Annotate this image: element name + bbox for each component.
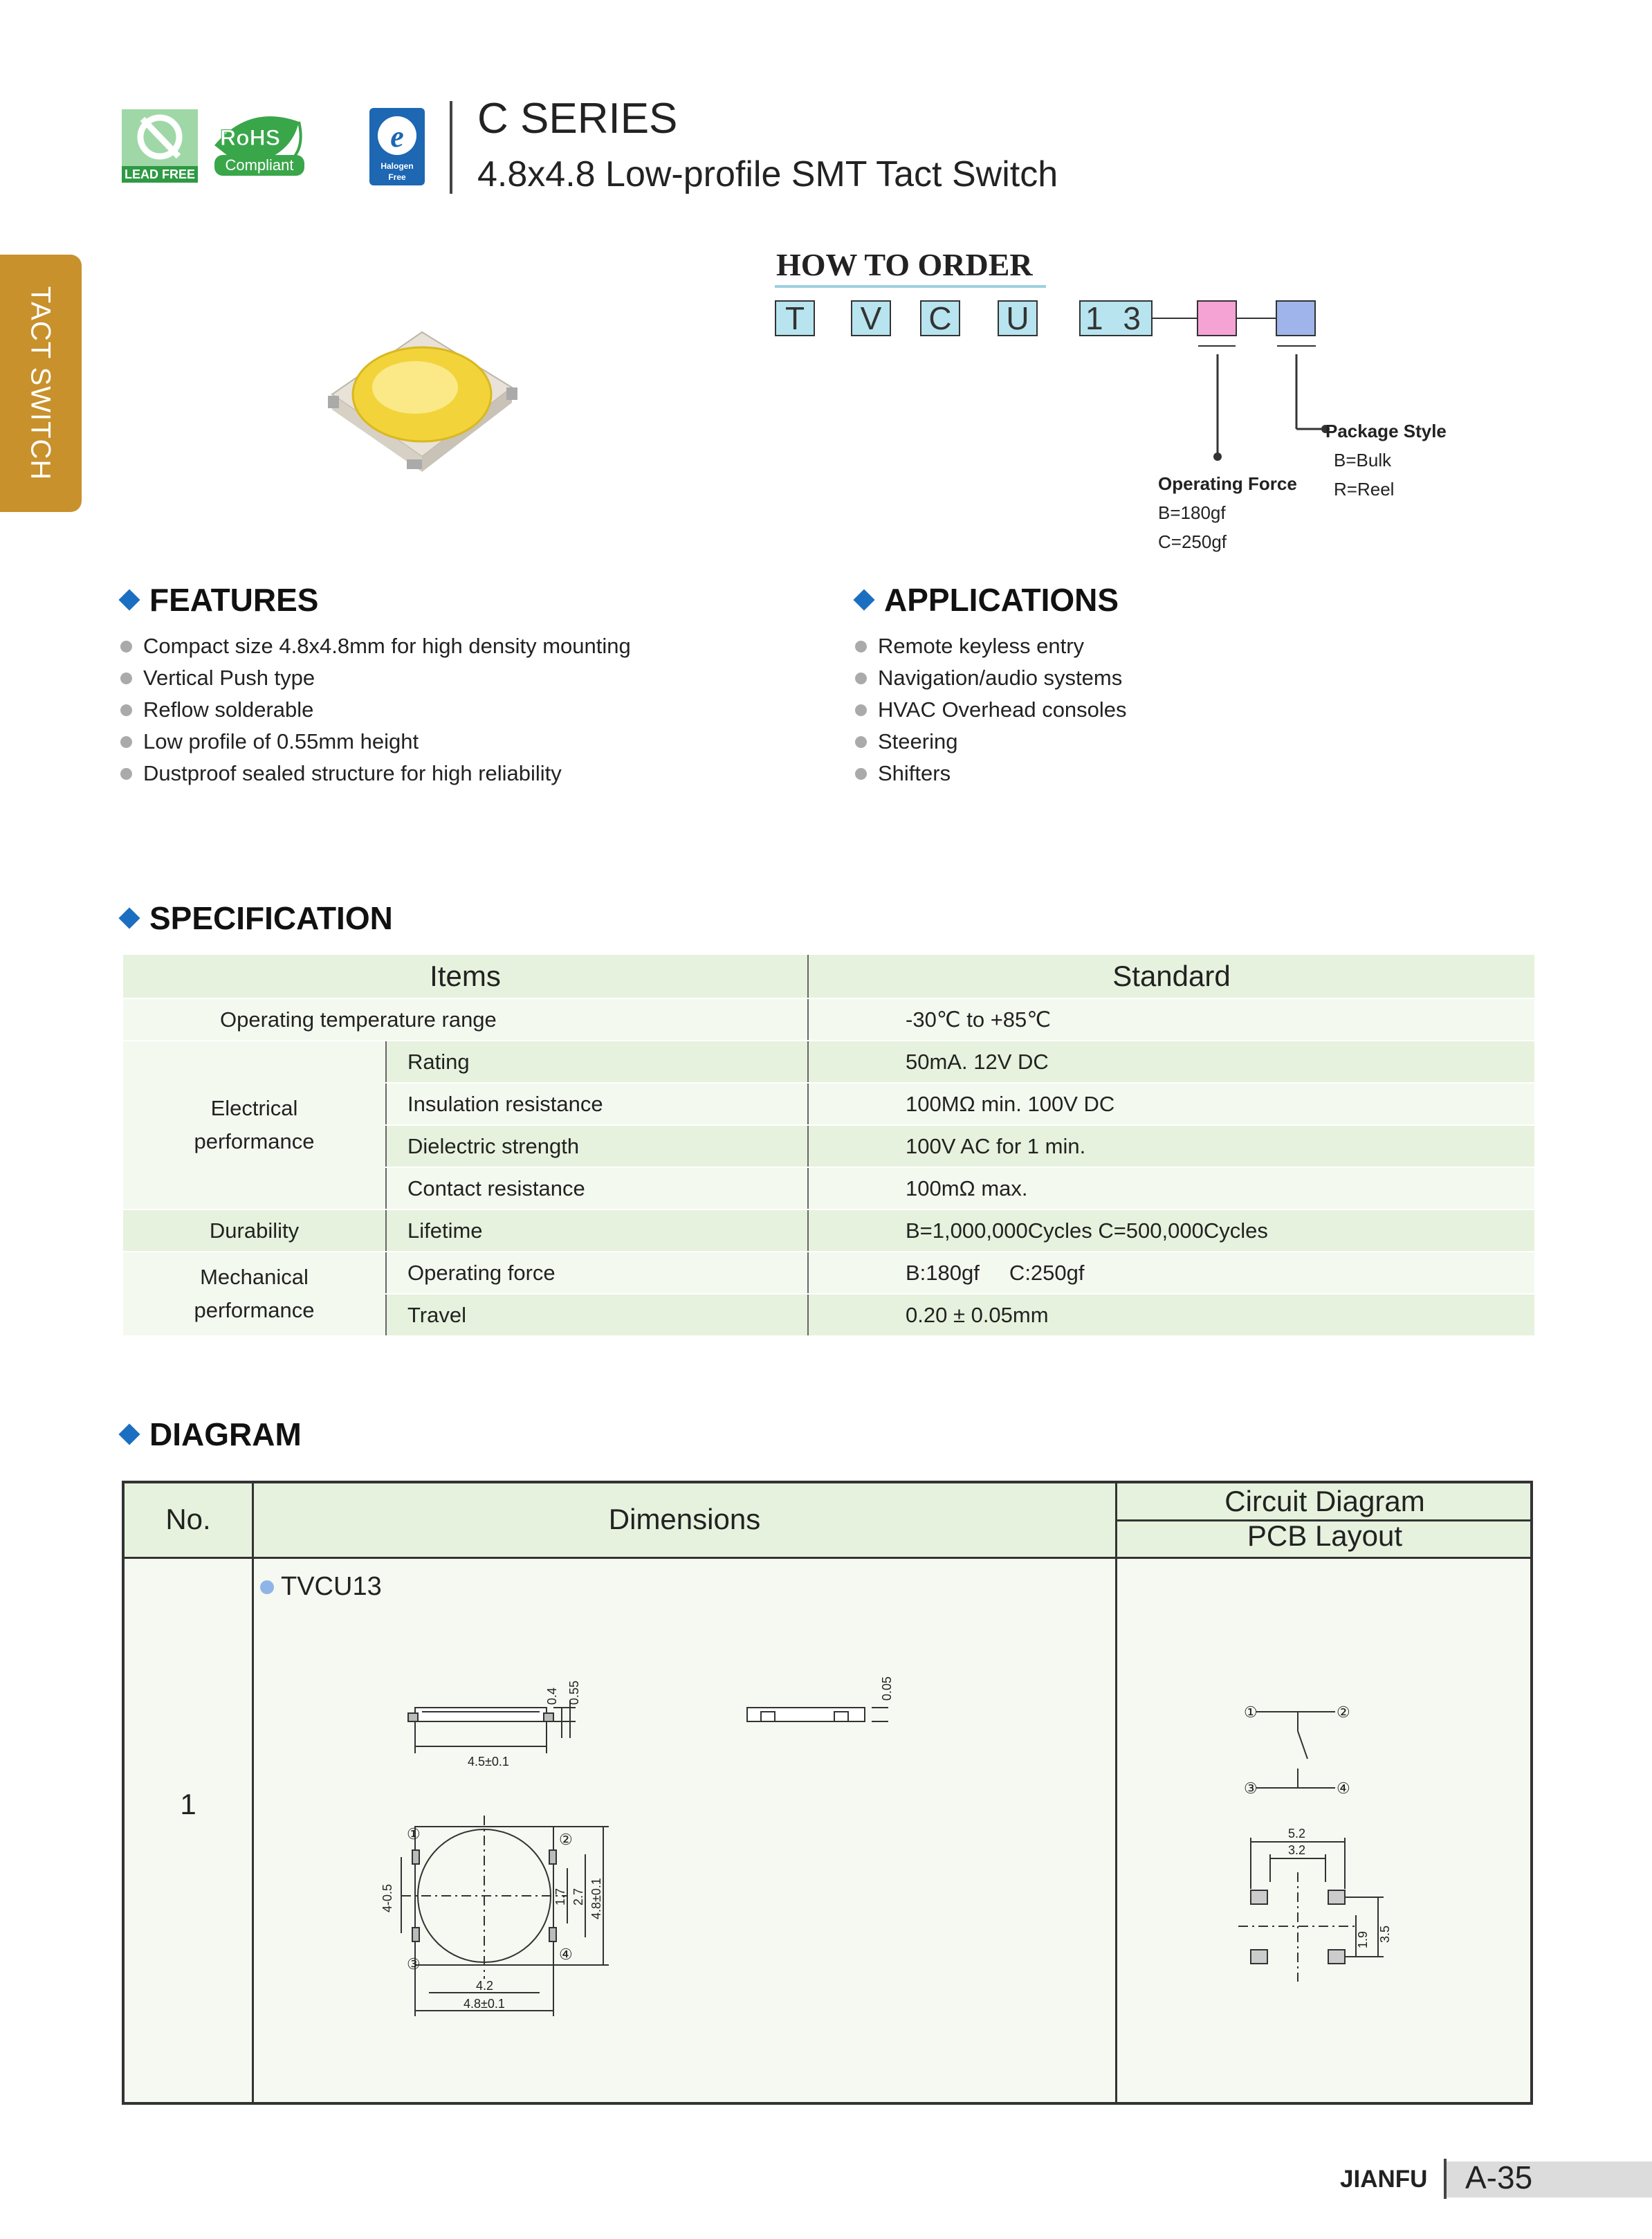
features-heading: FEATURES bbox=[118, 581, 319, 619]
dim-side-width: 4.5±0.1 bbox=[468, 1755, 509, 1769]
application-item: Shifters bbox=[855, 758, 1127, 789]
spec-group-durability: Durability bbox=[123, 1209, 386, 1252]
application-item: Navigation/audio systems bbox=[855, 662, 1127, 694]
spec-header-row bbox=[123, 955, 1534, 998]
how-to-order-underline bbox=[775, 285, 1046, 288]
dim-top-48v: 4.8±0.1 bbox=[589, 1878, 603, 1919]
code-box-v: V bbox=[851, 300, 891, 336]
product-photo bbox=[318, 318, 526, 484]
top-view-drawing bbox=[401, 1816, 609, 2016]
code-box-u: U bbox=[998, 300, 1038, 336]
side-category-tab bbox=[0, 255, 82, 512]
rohs-compliant-label: Compliant bbox=[225, 156, 294, 174]
spec-header-items: Items bbox=[123, 955, 808, 998]
diagram-model-label: TVCU13 bbox=[260, 1572, 382, 1602]
spec-value: B:180gf C:250gf bbox=[808, 1252, 1534, 1294]
pin-1-label: ① bbox=[407, 1825, 421, 1843]
spec-row bbox=[123, 1041, 1534, 1083]
pin-2-label: ② bbox=[559, 1831, 573, 1848]
bullet-dot-icon bbox=[120, 736, 132, 748]
side-view-drawing bbox=[408, 1701, 576, 1753]
dim-top-4x05: 4-0.5 bbox=[380, 1883, 394, 1912]
spec-item: Insulation resistance bbox=[386, 1083, 808, 1125]
bullet-dot-icon bbox=[120, 768, 132, 780]
applications-list bbox=[855, 630, 1127, 789]
feature-item: Vertical Push type bbox=[120, 662, 631, 694]
operating-force-option-2: C=250gf bbox=[1158, 531, 1227, 552]
feature-item: Compact size 4.8x4.8mm for high density mounting bbox=[120, 630, 631, 662]
application-item: Steering bbox=[855, 726, 1127, 758]
spec-group-mechanical: Mechanical performance bbox=[123, 1252, 386, 1336]
side-tab-label: TACT SWITCH bbox=[25, 286, 56, 481]
bullet-dot-icon bbox=[855, 768, 867, 780]
spec-value: 100MΩ min. 100V DC bbox=[808, 1083, 1534, 1125]
dimension-drawing bbox=[304, 1649, 1065, 2106]
spec-item: Operating temperature range bbox=[123, 998, 808, 1041]
pcb-dim-35: 3.5 bbox=[1378, 1925, 1392, 1943]
diagram-row-number: 1 bbox=[180, 1788, 196, 1820]
svg-text:e: e bbox=[390, 120, 404, 154]
dim-top-27: 2.7 bbox=[571, 1888, 585, 1906]
spec-header-standard: Standard bbox=[808, 955, 1534, 998]
circuit-pcb-drawing bbox=[1162, 1691, 1494, 2051]
series-title: C SERIES bbox=[477, 95, 678, 143]
side-view-2-drawing bbox=[747, 1708, 888, 1721]
circuit-pin-3: ③ bbox=[1244, 1780, 1258, 1797]
circuit-pin-2: ② bbox=[1337, 1703, 1350, 1721]
dim-top-42: 4.2 bbox=[476, 1979, 494, 1993]
header-divider bbox=[450, 101, 452, 194]
pin-4-label: ④ bbox=[559, 1946, 573, 1963]
features-list bbox=[120, 630, 631, 789]
package-style-title: Package Style bbox=[1325, 421, 1447, 441]
pcb-dim-52: 5.2 bbox=[1288, 1827, 1306, 1840]
package-style-option-2: R=Reel bbox=[1334, 479, 1395, 500]
diagram-header-no: No. bbox=[165, 1503, 211, 1535]
spec-item: Dielectric strength bbox=[386, 1125, 808, 1167]
operating-force-option-1: B=180gf bbox=[1158, 502, 1226, 523]
lead-free-label: LEAD FREE bbox=[124, 167, 196, 181]
spec-row bbox=[123, 998, 1534, 1041]
svg-text:Halogen: Halogen bbox=[380, 161, 414, 171]
spec-value: 100V AC for 1 min. bbox=[808, 1125, 1534, 1167]
circuit-diagram bbox=[1256, 1712, 1335, 1788]
bullet-dot-icon bbox=[120, 641, 132, 652]
dim-side-04: 0.4 bbox=[545, 1687, 559, 1705]
feature-item: Dustproof sealed structure for high reliability bbox=[120, 758, 631, 789]
spec-item: Operating force bbox=[386, 1252, 808, 1294]
footer-brand: JIANFU bbox=[1340, 2166, 1428, 2193]
dim-side-055: 0.55 bbox=[567, 1680, 581, 1705]
spec-item: Rating bbox=[386, 1041, 808, 1083]
pcb-layout bbox=[1238, 1838, 1384, 1982]
dim-top-48h: 4.8±0.1 bbox=[464, 1997, 505, 2011]
spec-row bbox=[123, 1209, 1534, 1252]
bullet-dot-icon bbox=[855, 673, 867, 684]
specification-table bbox=[123, 955, 1534, 1337]
dim-side2-005: 0.05 bbox=[880, 1676, 894, 1701]
spec-value: 100mΩ max. bbox=[808, 1167, 1534, 1209]
diamond-bullet-icon bbox=[118, 907, 140, 929]
diagram-header-dimensions: Dimensions bbox=[608, 1503, 761, 1535]
footer-page-number: A-35 bbox=[1465, 2159, 1533, 2195]
package-style-option-1: B=Bulk bbox=[1334, 450, 1392, 470]
diagram-header-circuit: Circuit Diagram bbox=[1224, 1485, 1425, 1517]
specification-heading: SPECIFICATION bbox=[118, 899, 393, 937]
circuit-pin-4: ④ bbox=[1337, 1780, 1350, 1797]
feature-item: Reflow solderable bbox=[120, 694, 631, 726]
code-box-t: T bbox=[775, 300, 815, 336]
pcb-dim-19: 1.9 bbox=[1356, 1930, 1370, 1948]
bullet-dot-icon bbox=[120, 673, 132, 684]
spec-group-electrical: Electrical performance bbox=[123, 1041, 386, 1209]
diagram-heading: DIAGRAM bbox=[118, 1416, 302, 1453]
circuit-pin-1: ① bbox=[1244, 1703, 1258, 1721]
application-item: Remote keyless entry bbox=[855, 630, 1127, 662]
spec-row bbox=[123, 1252, 1534, 1294]
how-to-order-title: HOW TO ORDER bbox=[776, 247, 1033, 282]
operating-force-title: Operating Force bbox=[1158, 473, 1297, 494]
pin-3-label: ③ bbox=[407, 1955, 421, 1973]
pcb-dim-32: 3.2 bbox=[1288, 1843, 1306, 1857]
spec-item: Travel bbox=[386, 1294, 808, 1336]
diamond-bullet-icon bbox=[118, 1423, 140, 1445]
spec-value: 50mA. 12V DC bbox=[808, 1041, 1534, 1083]
bullet-dot-icon bbox=[855, 641, 867, 652]
spec-value: -30℃ to +85℃ bbox=[808, 998, 1534, 1041]
bullet-dot-icon bbox=[855, 704, 867, 716]
rohs-label: RoHS bbox=[220, 125, 281, 150]
spec-item: Contact resistance bbox=[386, 1167, 808, 1209]
bullet-dot-icon bbox=[120, 704, 132, 716]
footer-divider bbox=[1444, 2159, 1447, 2199]
application-item: HVAC Overhead consoles bbox=[855, 694, 1127, 726]
product-subtitle: 4.8x4.8 Low-profile SMT Tact Switch bbox=[477, 154, 1058, 194]
svg-text:Free: Free bbox=[388, 172, 406, 182]
spec-item: Lifetime bbox=[386, 1209, 808, 1252]
diamond-bullet-icon bbox=[118, 589, 140, 610]
spec-value: 0.20 ± 0.05mm bbox=[808, 1294, 1534, 1336]
feature-item: Low profile of 0.55mm height bbox=[120, 726, 631, 758]
spec-value: B=1,000,000Cycles C=500,000Cycles bbox=[808, 1209, 1534, 1252]
code-box-13: 1 3 bbox=[1079, 300, 1153, 336]
diamond-bullet-icon bbox=[853, 589, 874, 610]
bullet-dot-icon bbox=[855, 736, 867, 748]
certification-logos bbox=[118, 104, 429, 187]
code-box-c: C bbox=[920, 300, 960, 336]
applications-heading: APPLICATIONS bbox=[852, 581, 1119, 619]
bullet-dot-icon bbox=[260, 1580, 274, 1594]
diagram-table bbox=[122, 1481, 1533, 2105]
diagram-header-pcb: PCB Layout bbox=[1247, 1519, 1403, 1552]
dim-top-17: 1.7 bbox=[553, 1888, 567, 1906]
